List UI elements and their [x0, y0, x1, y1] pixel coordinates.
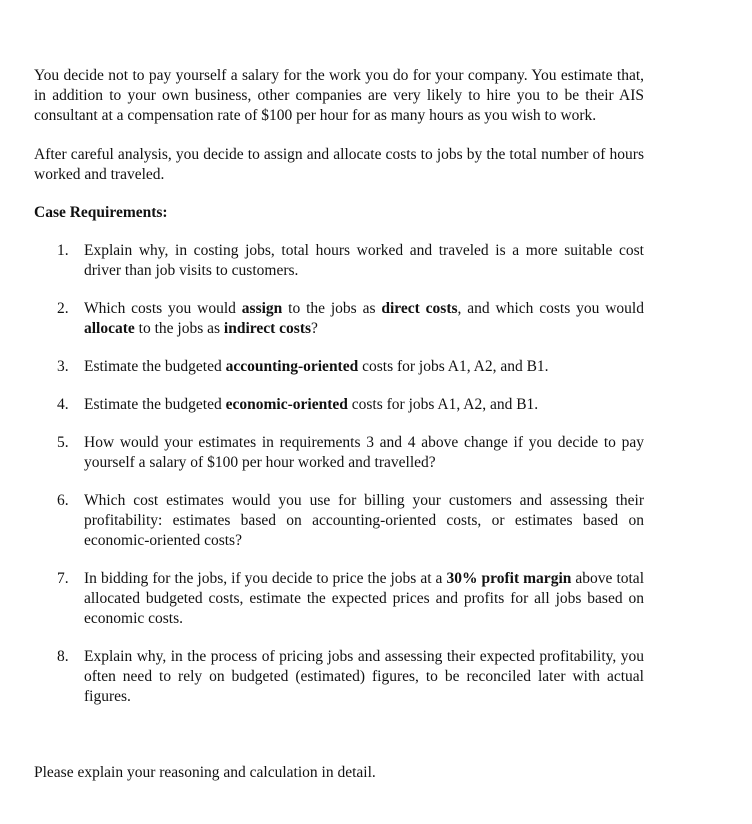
requirement-text: How would your estimates in requirements 3 and 4 above change if you decide to pay yourself a salary of $100 per hour worked and travelled?	[84, 434, 644, 471]
requirement-item-2	[34, 299, 644, 339]
requirement-text: Explain why, in costing jobs, total hours worked and traveled is a more suitable cost driver than job visits to customers.	[84, 242, 644, 279]
requirement-number: 4.	[57, 396, 69, 413]
requirement-item-1	[34, 241, 644, 281]
emphasis-allocate: allocate	[84, 320, 135, 337]
requirement-item-4	[34, 395, 644, 415]
requirement-number: 1.	[57, 242, 69, 259]
emphasis-direct-costs: direct costs	[381, 300, 458, 317]
requirement-text: Which cost estimates would you use for billing your customers and assessing their profitability: estimates based on accounting-oriented costs, or estimates based on economic-oriented costs?	[84, 492, 644, 549]
requirement-text: Which costs you would assign to the jobs as direct costs, and which costs you would allocate to the jobs as indirect costs?	[84, 300, 644, 337]
requirement-item-3	[34, 357, 644, 377]
requirement-item-8	[34, 647, 644, 707]
requirement-number: 6.	[57, 492, 69, 509]
requirement-number: 5.	[57, 434, 69, 451]
emphasis-profit-margin: 30% profit margin	[446, 570, 572, 587]
intro-paragraph-2: After careful analysis, you decide to assign and allocate costs to jobs by the total number of hours worked and traveled.	[34, 146, 644, 183]
closing-instruction: Please explain your reasoning and calculation in detail.	[34, 764, 376, 781]
requirement-item-6	[34, 491, 644, 551]
requirements-list	[34, 241, 644, 707]
requirement-number: 8.	[57, 648, 69, 665]
requirement-number: 3.	[57, 358, 69, 375]
requirement-item-7	[34, 569, 644, 629]
document-body	[34, 66, 644, 707]
requirement-number: 7.	[57, 570, 69, 587]
requirement-item-5	[34, 433, 644, 473]
case-requirements-heading: Case Requirements:	[34, 204, 168, 221]
requirement-number: 2.	[57, 300, 69, 317]
intro-paragraph-1: You decide not to pay yourself a salary for the work you do for your company. You estimate that, in addition to your own business, other companies are very likely to hire you to be their AIS consultant at a compensation rate of $100 per hour for as many hours as you wish to work.	[34, 67, 644, 124]
requirement-text: Explain why, in the process of pricing jobs and assessing their expected profitability, you often need to rely on budgeted (estimated) figures, to be reconciled later with actual figures.	[84, 648, 644, 705]
requirement-text: Estimate the budgeted accounting-oriented costs for jobs A1, A2, and B1.	[84, 358, 549, 375]
requirement-text: In bidding for the jobs, if you decide to price the jobs at a 30% profit margin above total allocated budgeted costs, estimate the expected prices and profits for all jobs based on economic costs.	[84, 570, 644, 627]
emphasis-indirect-costs: indirect costs	[223, 320, 312, 337]
emphasis-assign: assign	[241, 300, 283, 317]
emphasis-accounting-oriented: accounting-oriented	[225, 358, 359, 375]
requirement-text: Estimate the budgeted economic-oriented costs for jobs A1, A2, and B1.	[84, 396, 539, 413]
emphasis-economic-oriented: economic-oriented	[225, 396, 348, 413]
